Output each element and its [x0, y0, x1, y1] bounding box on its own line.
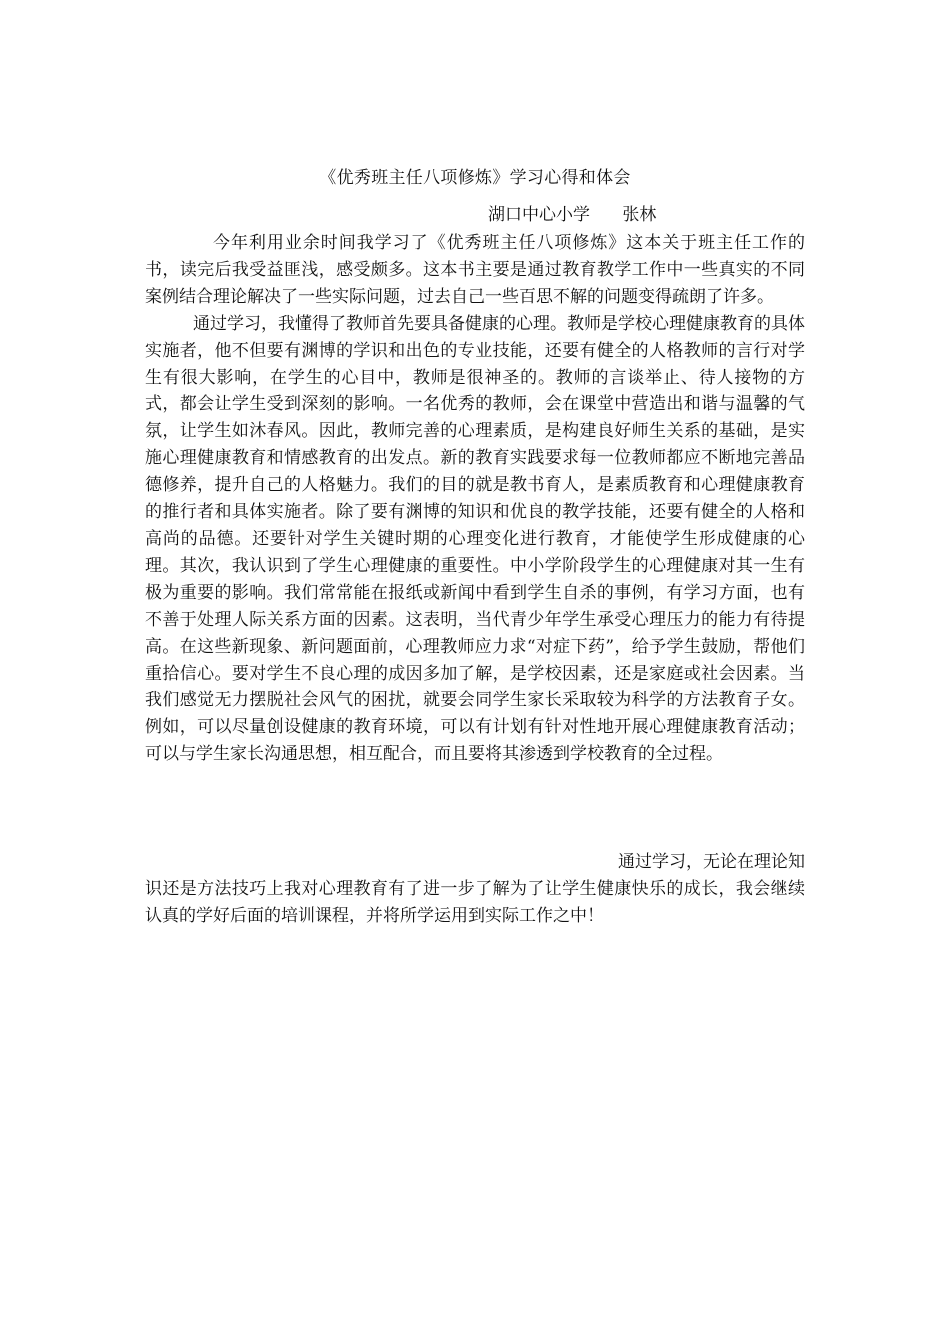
- document-title: 《优秀班主任八项修炼》学习心得和体会: [319, 168, 631, 188]
- paragraph-main: 通过学习，我懂得了教师首先要具备健康的心理。教师是学校心理健康教育的具体实施者，他不但要有渊博的学识和出色的专业技能，还要有健全的人格教师的言行对学生有很大影响，在学生的心目中，教师是很神圣的。教师的言谈举止、待人接物的方式，都会让学生受到深刻的影响。一名优秀的教师，会在课堂中营造出和谐与温馨的气氛，让学生如沐春风。因此，教师完善的心理素质，是构建良好师生关系的基础，是实施心理健康教育和情感教育的出发点。新的教育实践要求每一位教师都应不断地完善品德修养，提升自己的人格魅力。我们的目的就是教书育人，是素质教育和心理健康教育的推行者和具体实施者。除了要有渊博的知识和优良的教学技能，还要有健全的人格和高尚的品德。还要针对学生关键时期的心理变化进行教育，才能使学生形成健康的心理。其次，我认识到了学生心理健康的重要性。中小学阶段学生的心理健康对其一生有极为重要的影响。我们常常能在报纸或新闻中看到学生自杀的事例，有学习方面，也有不善于处理人际关系方面的因素。这表明，当代青少年学生承受心理压力的能力有待提高。在这些新现象、新问题面前，心理教师应力求“对症下药”，给予学生鼓励，帮他们重拾信心。要对学生不良心理的成因多加了解，是学校因素，还是家庭或社会因素。当我们感觉无力摆脱社会风气的困扰，就要会同学生家长采取较为科学的方法教育子女。例如，可以尽量创设健康的教育环境，可以有计划有针对性地开展心理健康教育活动；可以与学生家长沟通思想，相互配合，而且要将其渗透到学校教育的全过程。: [145, 313, 805, 765]
- author-byline: 湖口中心小学 张林: [488, 205, 657, 225]
- document-body: [145, 230, 805, 768]
- closing-rest-text: 识还是方法技巧上我对心理教育有了进一步了解为了让学生健康快乐的成长，我会继续认真的学好后面的培训课程，并将所学运用到实际工作之中！: [145, 879, 805, 926]
- closing-paragraph: [145, 849, 805, 930]
- paragraph-intro: 今年利用业余时间我学习了《优秀班主任八项修炼》这本关于班主任工作的书，读完后我受益匪浅，感受颇多。这本书主要是通过教育教学工作中一些真实的不同案例结合理论解决了一些实际问题，过去自己一些百思不解的问题变得疏朗了许多。: [145, 233, 805, 307]
- closing-lead-line: 通过学习，无论在理论知: [618, 852, 805, 872]
